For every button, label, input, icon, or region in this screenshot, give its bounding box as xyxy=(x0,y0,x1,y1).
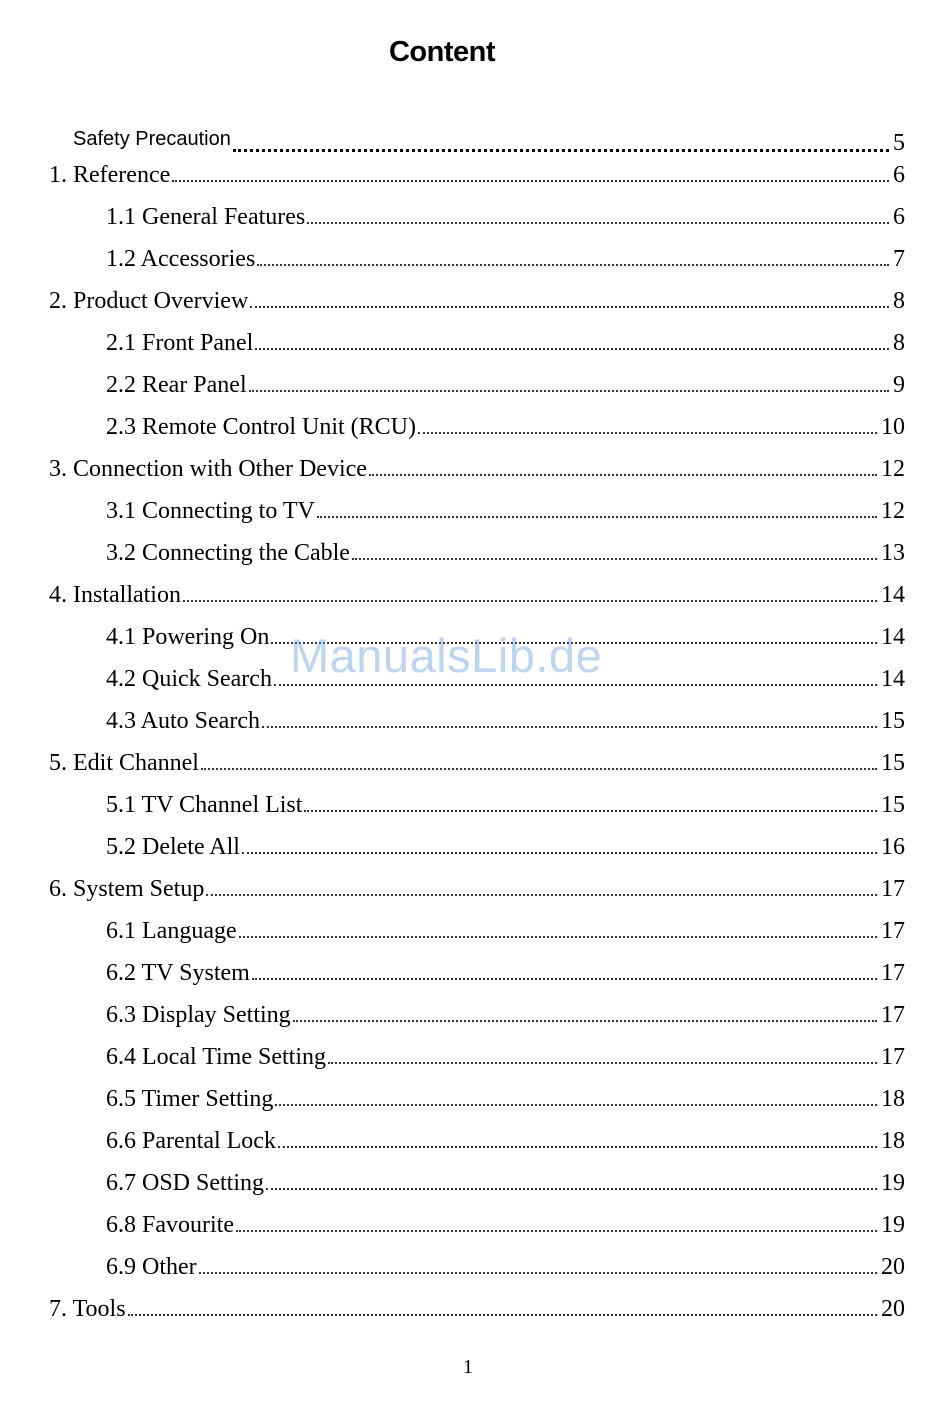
toc-entry-label: 4. Installation xyxy=(49,582,181,608)
toc-entry-page: 10 xyxy=(881,414,905,440)
toc-entry-page: 17 xyxy=(881,1002,905,1028)
toc-entry-label: 1.2 Accessories xyxy=(106,246,256,272)
watermark: ManualsLib.de xyxy=(290,629,603,682)
toc-entry-label: 7. Tools xyxy=(49,1296,126,1322)
dot-leader xyxy=(206,894,877,896)
toc-entry-page: 5 xyxy=(893,130,905,156)
toc-entry-label: 3. Connection with Other Device xyxy=(49,456,367,482)
toc-entry-label: 1. Reference xyxy=(49,162,171,188)
dot-leader xyxy=(317,516,877,518)
toc-entry-6-6-parental-lock[interactable] xyxy=(0,1124,905,1158)
toc-entry-label: 4.1 Powering On xyxy=(106,624,270,650)
toc-entry-6-3-display-setting[interactable] xyxy=(0,998,905,1032)
dot-leader xyxy=(252,978,877,980)
toc-entry-7-tools[interactable] xyxy=(0,1292,905,1326)
toc-entry-page: 12 xyxy=(881,498,905,524)
toc-entry-page: 20 xyxy=(881,1296,905,1322)
toc-entry-1-reference[interactable] xyxy=(0,158,905,192)
page-title: Content xyxy=(388,36,496,68)
dot-leader xyxy=(250,306,889,308)
dot-leader xyxy=(172,180,889,182)
toc-entry-label: 2.1 Front Panel xyxy=(106,330,254,356)
toc-entry-6-5-timer-setting[interactable] xyxy=(0,1082,905,1116)
toc-entry-label: 3.1 Connecting to TV xyxy=(106,498,315,524)
toc-entry-4-3-auto-search[interactable] xyxy=(0,704,905,738)
toc-entry-2-2-rear-panel[interactable] xyxy=(0,368,905,402)
toc-entry-3-2-connecting-the-cable[interactable] xyxy=(0,536,905,570)
toc-entry-page: 15 xyxy=(881,708,905,734)
toc-entry-5-1-tv-channel-list[interactable] xyxy=(0,788,905,822)
dot-leader xyxy=(328,1062,877,1064)
dot-leader xyxy=(199,1272,877,1274)
toc-entry-label: 1.1 General Features xyxy=(106,204,306,230)
dot-leader xyxy=(257,264,889,266)
toc-entry-6-system-setup[interactable] xyxy=(0,872,905,906)
toc-entry-page: 19 xyxy=(881,1170,905,1196)
toc-entry-label: 6.3 Display Setting xyxy=(106,1002,291,1028)
toc-entry-page: 14 xyxy=(881,582,905,608)
toc-entry-page: 8 xyxy=(893,330,905,356)
toc-entry-page: 15 xyxy=(881,750,905,776)
toc-entry-label: 2. Product Overview xyxy=(49,288,249,314)
toc-entry-safety-precaution[interactable] xyxy=(0,122,905,156)
toc-entry-3-1-connecting-to-tv[interactable] xyxy=(0,494,905,528)
toc-entry-label: 6.4 Local Time Setting xyxy=(106,1044,327,1070)
dot-leader xyxy=(183,600,877,602)
toc-entry-label: 6.9 Other xyxy=(106,1254,197,1280)
dot-leader xyxy=(242,852,877,854)
toc-entry-page: 20 xyxy=(881,1254,905,1280)
toc-entry-label: 4.2 Quick Search xyxy=(106,666,272,692)
toc-entry-6-8-favourite[interactable] xyxy=(0,1208,905,1242)
toc-entry-label: 5. Edit Channel xyxy=(49,750,199,776)
dot-leader xyxy=(236,1230,877,1232)
toc-entry-label: 2.3 Remote Control Unit (RCU) xyxy=(106,414,416,440)
dot-leader xyxy=(352,558,877,560)
toc-entry-page: 14 xyxy=(881,666,905,692)
toc-entry-label: 6.5 Timer Setting xyxy=(106,1086,274,1112)
toc-entry-6-4-local-time-setting[interactable] xyxy=(0,1040,905,1074)
toc-entry-6-7-osd-setting[interactable] xyxy=(0,1166,905,1200)
toc-entry-label: 2.2 Rear Panel xyxy=(106,372,247,398)
toc-entry-4-installation[interactable] xyxy=(0,578,905,612)
dot-leader xyxy=(418,432,877,434)
toc-entry-page: 12 xyxy=(881,456,905,482)
toc-entry-4-1-powering-on[interactable] xyxy=(0,620,905,654)
dot-leader xyxy=(304,810,877,812)
toc-entry-6-9-other[interactable] xyxy=(0,1250,905,1284)
toc-entry-page: 8 xyxy=(893,288,905,314)
toc-entry-label: 6.1 Language xyxy=(106,918,237,944)
dot-leader xyxy=(278,1146,877,1148)
toc-entry-label: 6. System Setup xyxy=(49,876,205,902)
dot-leader xyxy=(275,1104,877,1106)
toc-entry-page: 18 xyxy=(881,1086,905,1112)
dot-leader xyxy=(249,390,889,392)
toc-entry-label: 6.6 Parental Lock xyxy=(106,1128,276,1154)
dot-leader xyxy=(233,149,889,152)
toc-entry-6-2-tv-system[interactable] xyxy=(0,956,905,990)
toc-entry-label: 3.2 Connecting the Cable xyxy=(106,540,350,566)
toc-entry-label: 4.3 Auto Search xyxy=(106,708,260,734)
toc-entry-page: 17 xyxy=(881,960,905,986)
toc-entry-page: 7 xyxy=(893,246,905,272)
toc-entry-5-2-delete-all[interactable] xyxy=(0,830,905,864)
dot-leader xyxy=(369,474,877,476)
toc-entry-page: 16 xyxy=(881,834,905,860)
toc-entry-page: 17 xyxy=(881,1044,905,1070)
toc-entry-page: 9 xyxy=(893,372,905,398)
toc-entry-label: 6.2 TV System xyxy=(106,960,250,986)
toc-entry-1-2-accessories[interactable] xyxy=(0,242,905,276)
toc-entry-page: 13 xyxy=(881,540,905,566)
dot-leader xyxy=(255,348,889,350)
toc-entry-1-1-general-features[interactable] xyxy=(0,200,905,234)
toc-entry-label: 5.2 Delete All xyxy=(106,834,240,860)
dot-leader xyxy=(262,726,877,728)
toc-entry-label: Safety Precaution xyxy=(73,128,231,150)
dot-leader xyxy=(274,684,877,686)
dot-leader xyxy=(201,768,877,770)
toc-entry-page: 17 xyxy=(881,918,905,944)
toc-entry-page: 18 xyxy=(881,1128,905,1154)
toc-entry-page: 14 xyxy=(881,624,905,650)
dot-leader xyxy=(293,1020,877,1022)
toc-entry-3-connection-with-other-device[interactable] xyxy=(0,452,905,486)
toc-entry-2-product-overview[interactable] xyxy=(0,284,905,318)
dot-leader xyxy=(307,222,889,224)
toc-entry-2-1-front-panel[interactable] xyxy=(0,326,905,360)
dot-leader xyxy=(128,1314,877,1316)
toc-entry-page: 15 xyxy=(881,792,905,818)
toc-entry-page: 17 xyxy=(881,876,905,902)
toc-entry-6-1-language[interactable] xyxy=(0,914,905,948)
toc-entry-page: 6 xyxy=(893,162,905,188)
toc-entry-label: 6.7 OSD Setting xyxy=(106,1170,265,1196)
toc-entry-label: 5.1 TV Channel List xyxy=(106,792,303,818)
toc-entry-5-edit-channel[interactable] xyxy=(0,746,905,780)
dot-leader xyxy=(266,1188,877,1190)
dot-leader xyxy=(239,936,877,938)
toc-entry-4-2-quick-search[interactable] xyxy=(0,662,905,696)
dot-leader xyxy=(271,642,877,644)
toc-entry-label: 6.8 Favourite xyxy=(106,1212,234,1238)
toc-entry-2-3-remote-control-unit[interactable] xyxy=(0,410,905,444)
toc-entry-page: 6 xyxy=(893,204,905,230)
toc-entry-page: 19 xyxy=(881,1212,905,1238)
page-number: 1 xyxy=(463,1356,473,1378)
